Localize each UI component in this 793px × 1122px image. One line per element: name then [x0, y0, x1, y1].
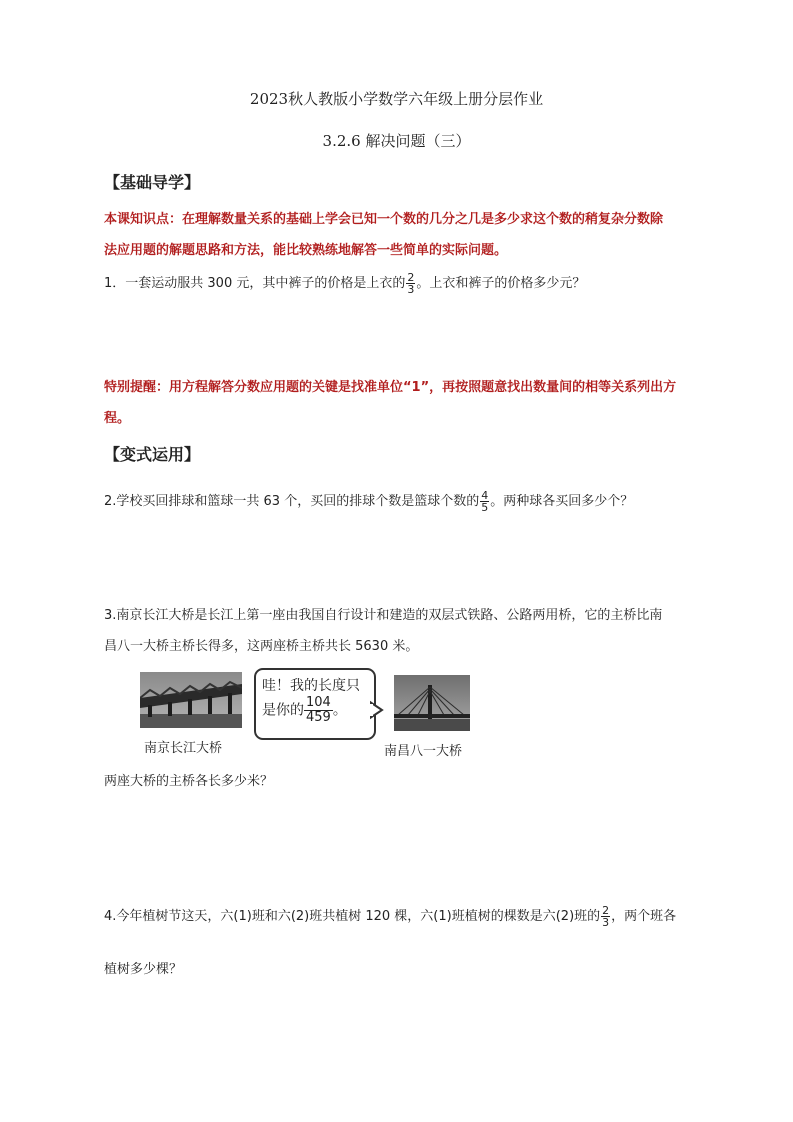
caption-nanchang-bridge: 南昌八一大桥	[384, 744, 463, 759]
knowledge-point-line1: 本课知识点：在理解数量关系的基础上学会已知一个数的几分之几是多少求这个数的稍复杂分数除	[104, 212, 664, 227]
caption-nanjing-bridge: 南京长江大桥	[144, 741, 223, 756]
question-4-line1: 4.今年植树节这天，六(1)班和六(2)班共植树 120 棵，六(1)班植树的棵数是六(2)班的 $\frac{2}{3}$ ，两个班各	[104, 904, 677, 929]
page-subtitle: 3.2.6 解决问题（三）	[322, 132, 471, 150]
tip-line1: 特别提醒：用方程解答分数应用题的关键是找准单位“1”，再按照题意找出数量间的相等关系列出方	[104, 380, 677, 395]
page-title: 2023秋人教版小学数学六年级上册分层作业	[249, 90, 544, 108]
bubble-line1: 哇！我的长度只	[262, 678, 360, 694]
question-3-ask: 两座大桥的主桥各长多少米？	[104, 774, 274, 789]
question-3-line1: 3.南京长江大桥是长江上第一座由我国自行设计和建造的双层式铁路、公路两用桥，它的主桥比南	[104, 608, 663, 623]
fraction-q2: $\frac{4}{5}$	[481, 489, 489, 514]
bubble-line2: 是你的 $\frac{104}{459}$ 。	[262, 695, 347, 725]
section-heading-basic: 【基础导学】	[104, 173, 201, 192]
fraction-q1: $\frac{2}{3}$	[407, 271, 415, 296]
bubble-tail	[370, 700, 384, 720]
question-4-line2: 植树多少棵？	[104, 962, 183, 977]
question-3-line2: 昌八一大桥主桥长得多，这两座桥主桥共长 5630 米。	[104, 639, 419, 654]
nanjing-bridge-image	[140, 672, 242, 728]
fraction-q4: $\frac{2}{3}$	[602, 904, 610, 929]
question-2: 2.学校买回排球和篮球一共 63 个，买回的排球个数是篮球个数的 $\frac{4}{5}$ 。两种球各买回多少个？	[104, 489, 634, 514]
speech-bubble	[254, 668, 376, 740]
tip-line2: 程。	[104, 411, 131, 426]
question-1: 1．一套运动服共 300 元，其中裤子的价格是上衣的 $\frac{2}{3}$ 。上衣和裤子的价格多少元？	[104, 271, 586, 296]
knowledge-point-line2: 法应用题的解题思路和方法，能比较熟练地解答一些简单的实际问题。	[104, 243, 508, 258]
nanchang-bridge-image	[394, 675, 470, 731]
fraction-bubble: $\frac{104}{459}$	[306, 695, 331, 725]
section-heading-variation: 【变式运用】	[104, 445, 201, 464]
